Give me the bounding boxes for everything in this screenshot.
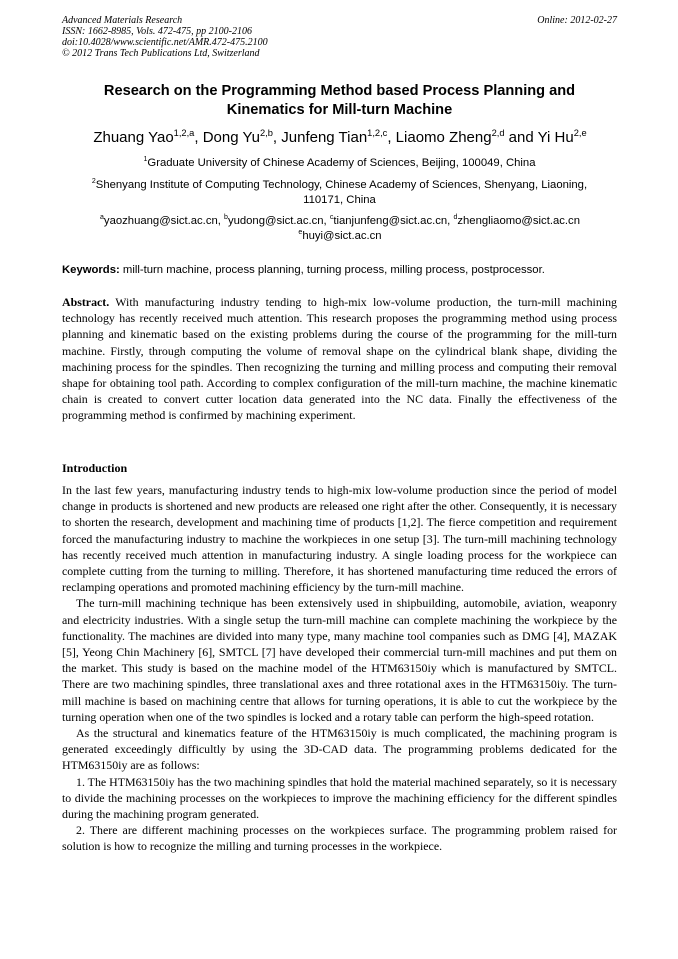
copyright: © 2012 Trans Tech Publications Ltd, Switzerland [62, 48, 260, 59]
abstract [62, 294, 617, 424]
affiliation-2 [62, 178, 617, 208]
affiliation-mark: 1 [143, 156, 148, 164]
author-name: Junfeng Tian [281, 129, 368, 146]
author-name: Zhuang Yao [93, 129, 174, 146]
paragraph: The turn-mill machining technique has been extensively used in shipbuilding, automobile, aviation, weaponry and electricity industries. With a single setup the turn-mill machine can complete machining the workpiece by the functionality. The machines are divided into many type, many machine tool companies such as DMG [4], MAZAK [5], Yeong Chin Machinery [6], SMTCL [7] have developed their commercial turn-mill machines and put them on the market. This study is based on the machine model of the HTM63150iy which is manufactured by SMTCL. There are two machining spindles, three translational axes and three rotational axes in the HTM63150iy. The turn-mill machine is based on machining centre that allows for turning operations, it is able to cut the workpiece by the turning operation when one of the two spindles is locked and a rotary table can perform the high-speed rotation. [62, 596, 617, 724]
author-separator: and [504, 129, 538, 146]
email: yudong@sict.ac.cn, [227, 215, 330, 227]
paragraph: 1. The HTM63150iy has the two machining spindles that hold the material machined separately, so it is necessary to divide the machining processes on the workpieces to improve the machining efficiency for the different spindles during the machining program generated. [62, 774, 617, 822]
author-emails [50, 214, 630, 244]
paper-title [62, 82, 617, 120]
affiliation-text: Shenyang Institute of Computing Technology, Chinese Academy of Sciences, Shenyang, Liaoning, [95, 179, 588, 191]
online-date: Online: 2012-02-27 [537, 15, 617, 26]
author-name: Yi Hu [537, 129, 574, 146]
title-line-1: Research on the Programming Method based Process Planning and [103, 83, 576, 99]
email: huyi@sict.ac.cn [302, 230, 382, 242]
abstract-label: Abstract. [62, 295, 110, 309]
email-mark: e [298, 229, 303, 237]
affiliation-text-line-2: 110171, China [303, 194, 376, 206]
author-affiliation-mark: 1,2,a [173, 128, 195, 138]
journal-name: Advanced Materials Research [62, 15, 183, 26]
journal-header [62, 15, 617, 59]
title-line-2: Kinematics for Mill-turn Machine [226, 102, 453, 118]
doi: doi:10.4028/www.scientific.net/AMR.472-475.2100 [62, 37, 268, 48]
keywords-label: Keywords: [62, 264, 120, 276]
author-name: Dong Yu [202, 129, 260, 146]
author-separator: , [194, 129, 203, 146]
email-mark: b [224, 214, 228, 222]
issn: ISSN: 1662-8985, Vols. 472-475, pp 2100-2106 [62, 26, 252, 37]
author-separator: , [387, 129, 396, 146]
paragraph: 2. There are different machining processes on the workpieces surface. The programming problem raised for solution is how to recognize the milling and turning processes in the workpiece. [62, 823, 617, 854]
author-name: Liaomo Zheng [395, 129, 492, 146]
affiliation-mark: 2 [91, 178, 96, 186]
email-mark: d [453, 214, 458, 222]
author-separator: , [272, 129, 282, 146]
email: tianjunfeng@sict.ac.cn, [333, 215, 454, 227]
section-heading-introduction: Introduction [62, 461, 128, 475]
author-affiliation-mark: 2,e [573, 128, 587, 138]
paragraph: As the structural and kinematics feature of the HTM63150iy is much complicated, the machining program is generated exceedingly difficultly by using the 3D-CAD data. The programming problems dedicated for the HTM63150iy are as follows: [62, 726, 617, 773]
abstract-text: With manufacturing industry tending to high-mix low-volume production, the turn-mill machining technology has recently received much attention. This research proposes the programming method using process planning and kinematic based on the existing problems during the course of the programming for the mill-turn machine. Firstly, through computing the volume of removal shape on the cylindrical blank shape, dividing the machining process for the spindles. Then recognizing the turning and milling process and computing their removal shape for obtaining tool path. According to complex configuration of the mill-turn machine, the machine kinematic chain is created to convert cutter location data generated into the NC data. Finally the effectiveness of the programming method is confirmed by machining experiment. [62, 295, 617, 423]
introduction-body [62, 482, 617, 855]
paragraph: In the last few years, manufacturing industry tends to high-mix low-volume production since the period of model change in products is shortened and new products are released one right after the other. Consequently, it is necessary to shorten the research, development and machining time of products [1,2]. The fierce competition and requirement forced the manufacturing industry to machine the workpieces in one setup [3]. The turn-mill machining technology has recently received much attention in manufacturing industry. A single loading process for the workpiece can complete cutting from the turning to milling. Therefore, it has shortened manufacturing time reduced the errors of reclamping operations and promoted machining efficiency by the turn-mill machine. [62, 483, 617, 595]
author-affiliation-mark: 1,2,c [367, 128, 388, 138]
email: yaozhuang@sict.ac.cn, [103, 215, 225, 227]
email-mark: c [329, 214, 334, 222]
email: zhengliaomo@sict.ac.cn [457, 215, 580, 227]
author-list [40, 128, 640, 148]
email-mark: a [100, 214, 104, 222]
author-affiliation-mark: 2,d [491, 128, 505, 138]
affiliation-1 [62, 156, 617, 171]
keywords-text: mill-turn machine, process planning, turning process, milling process, postprocessor. [119, 264, 545, 276]
author-affiliation-mark: 2,b [259, 128, 273, 138]
keywords [62, 263, 622, 278]
affiliation-text: Graduate University of Chinese Academy of Sciences, Beijing, 100049, China [147, 157, 536, 169]
